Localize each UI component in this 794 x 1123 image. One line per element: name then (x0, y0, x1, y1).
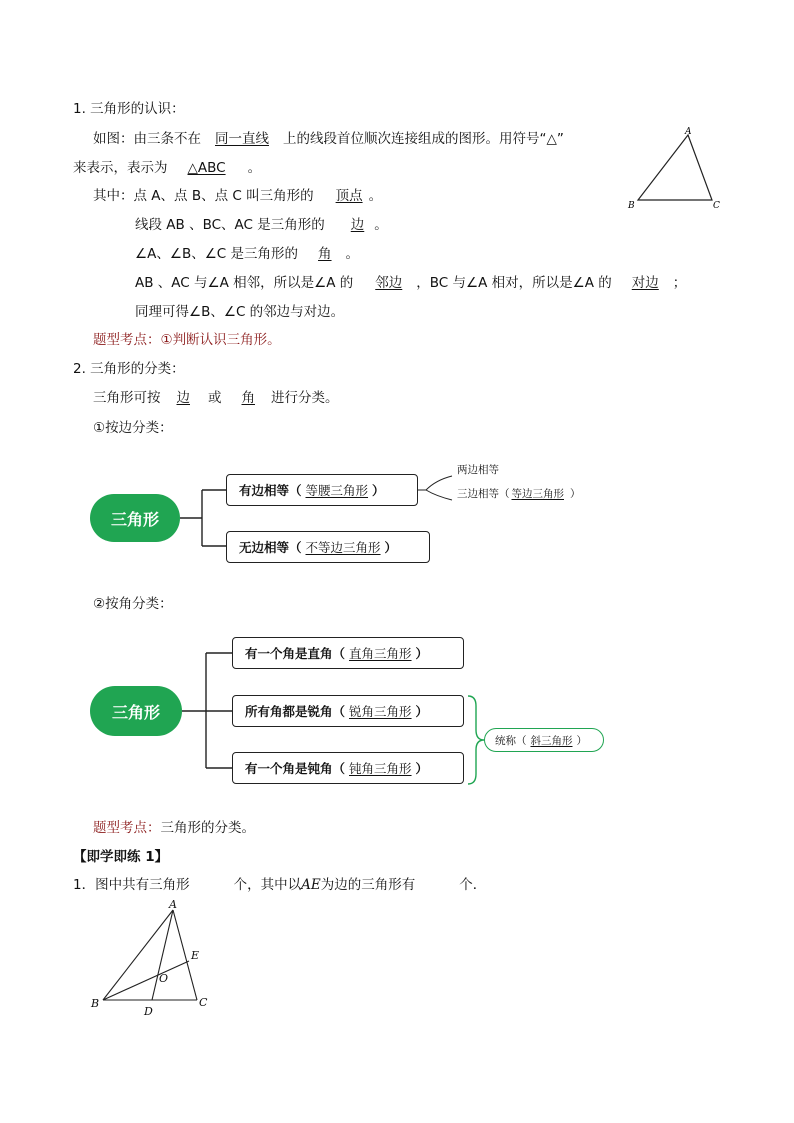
triangle-pill-angle: 三角形 (90, 686, 182, 736)
side-box-scalene: 无边相等（ 不等边三角形 ） (226, 531, 430, 563)
section1-line2: 来表示，表示为 △ABC 。 (73, 160, 262, 176)
angle-box-right: 有一个角是直角（ 直角三角形 ） (232, 637, 464, 669)
fig-label-d: D (144, 1005, 153, 1018)
tri-label-a: A (685, 127, 692, 137)
fig-label-e: E (191, 949, 200, 962)
angle-oblique-box: 统称（ 斜三角形 ） (484, 728, 604, 752)
by-angle-label: ②按角分类： (93, 596, 173, 612)
angle-box-obtuse: 有一个角是钝角（ 钝角三角形 ） (232, 752, 464, 784)
fig-label-a: A (169, 898, 177, 911)
section2-kaodian: 题型考点：三角形的分类。 (93, 820, 255, 836)
section1-heading: 1. 三角形的认识： (73, 101, 185, 117)
practice-question-1: 1．图中共有三角形 个，其中以AE为边的三角形有 个． (73, 877, 487, 893)
angle-box-acute: 所有角都是锐角（ 锐角三角形 ） (232, 695, 464, 727)
fig-label-c: C (199, 996, 208, 1009)
by-side-label: ①按边分类： (93, 420, 173, 436)
section1-line6: AB 、AC 与∠A 相邻，所以是∠A 的 邻边 ，BC 与∠A 相对，所以是∠A 的 对边 ； (135, 275, 687, 291)
side-sub-two-equal: 两边相等 (457, 464, 499, 476)
section1-line1: 如图：由三条不在 同一直线 上的线段首位顺次连接组成的图形。用符号“△” (93, 131, 564, 147)
practice-title: 【即学即练 1】 (73, 849, 169, 865)
section1-line5: ∠A、∠B、∠C 是三角形的 角 。 (135, 246, 360, 262)
side-sub-three-equal: 三边相等（ 等边三角形 ） (457, 488, 581, 500)
section1-line4: 线段 AB 、BC、AC 是三角形的 边 。 (135, 217, 388, 233)
section2-heading: 2. 三角形的分类： (73, 361, 185, 377)
section1-line7: 同理可得∠B、∠C 的邻边与对边。 (135, 304, 345, 320)
tri-label-c: C (713, 201, 720, 211)
section1-line3: 其中：点 A、点 B、点 C 叫三角形的 顶点 。 (93, 188, 383, 204)
section2-intro: 三角形可按 边 或 角 进行分类。 (93, 390, 339, 406)
tri-label-b: B (628, 201, 635, 211)
side-box-isosceles: 有边相等（ 等腰三角形 ） (226, 474, 418, 506)
fig-label-o: O (159, 972, 169, 985)
triangle-pill-side: 三角形 (90, 494, 180, 542)
section1-kaodian: 题型考点：①判断认识三角形。 (93, 332, 281, 348)
fig-label-b: B (91, 997, 100, 1010)
